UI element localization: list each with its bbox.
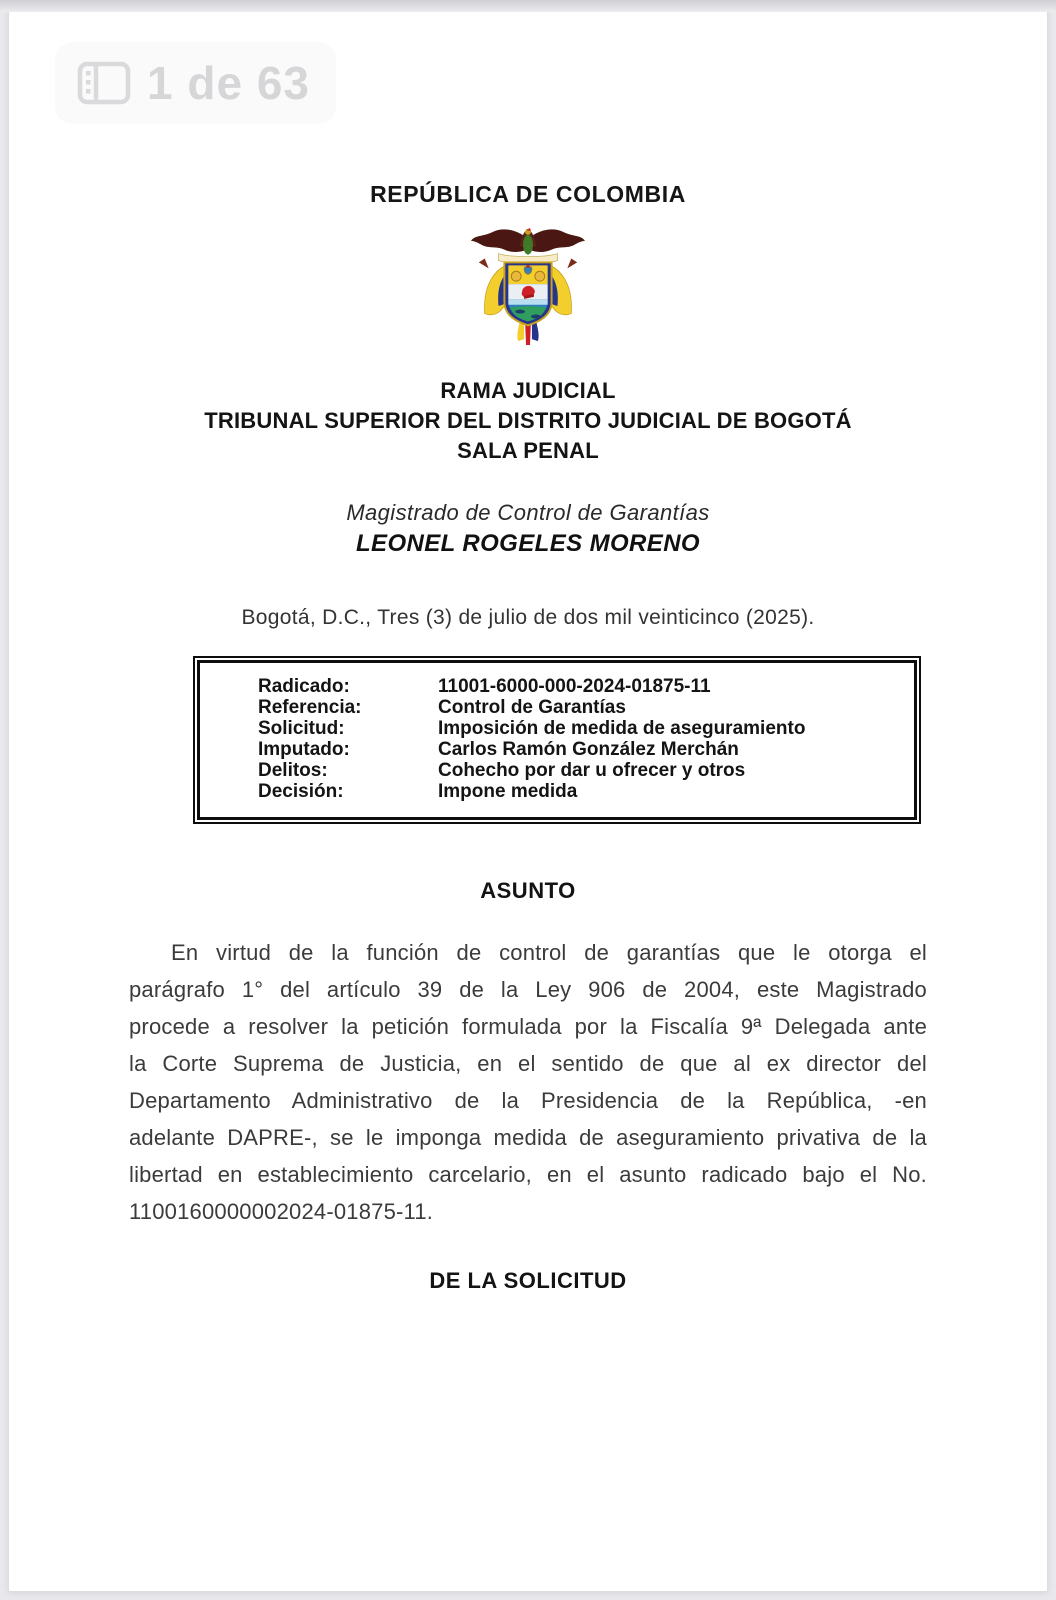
document-page <box>8 10 1048 1592</box>
case-summary-box <box>193 656 921 824</box>
case-value: Control de Garantías <box>438 697 626 718</box>
case-row-decision <box>258 781 904 802</box>
magistrate-role: Magistrado de Control de Garantías <box>346 500 710 525</box>
case-row-radicado <box>258 676 904 697</box>
institution-line-rama: RAMA JUDICIAL <box>440 378 616 403</box>
institution-line-sala: SALA PENAL <box>457 438 599 463</box>
case-value: 11001-6000-000-2024-01875-11 <box>438 676 711 697</box>
institution-line-tribunal: TRIBUNAL SUPERIOR DEL DISTRITO JUDICIAL DE BOGOTÁ <box>204 408 852 433</box>
case-label: Referencia: <box>258 697 362 718</box>
country-header: REPÚBLICA DE COLOMBIA <box>370 181 686 207</box>
case-row-delitos <box>258 760 904 781</box>
case-label: Imputado: <box>258 739 350 760</box>
institution-header <box>129 376 927 466</box>
case-value: Imposición de medida de aseguramiento <box>438 718 806 739</box>
section-title-asunto: ASUNTO <box>480 878 576 903</box>
case-summary-box-inner <box>197 660 917 820</box>
date-line: Bogotá, D.C., Tres (3) de julio de dos mil veinticinco (2025). <box>241 606 815 629</box>
page-indicator[interactable] <box>55 42 336 124</box>
colombia-coat-of-arms-icon <box>469 222 587 354</box>
asunto-paragraph: En virtud de la función de control de garantías que le otorga el parágrafo 1° del artículo 39 de la Ley 906 de 2004, este Magistrado procede a resolver la petición formulada por la Fiscalía 9ª Delegada ante la Corte Suprema de Justicia, en el sentido de que al ex director del Departamento Administrativo de la Presidencia de la República, -en adelante DAPRE-, se le imponga medida de aseguramiento privativa de la libertad en establecimiento carcelario, en el asunto radicado bajo el No. 1100160000002024-01875-11. <box>129 940 927 1224</box>
document-content <box>9 181 1047 1294</box>
page-indicator-label: 1 de 63 <box>147 57 310 109</box>
case-row-solicitud <box>258 718 904 739</box>
case-label: Radicado: <box>258 676 350 697</box>
case-value: Impone medida <box>438 781 578 802</box>
section-title-solicitud: DE LA SOLICITUD <box>429 1268 627 1293</box>
case-row-referencia <box>258 697 904 718</box>
coat-of-arms-container <box>129 222 927 354</box>
case-value: Carlos Ramón González Merchán <box>438 739 739 760</box>
case-row-imputado <box>258 739 904 760</box>
magistrate-name: LEONEL ROGELES MORENO <box>356 530 700 557</box>
case-label: Solicitud: <box>258 718 345 739</box>
case-label: Decisión: <box>258 781 344 802</box>
case-value: Cohecho por dar u ofrecer y otros <box>438 760 746 781</box>
viewer-top-shadow <box>0 0 1056 12</box>
case-label: Delitos: <box>258 760 328 781</box>
pages-panel-icon[interactable] <box>77 61 131 105</box>
magistrate-block <box>129 498 927 560</box>
